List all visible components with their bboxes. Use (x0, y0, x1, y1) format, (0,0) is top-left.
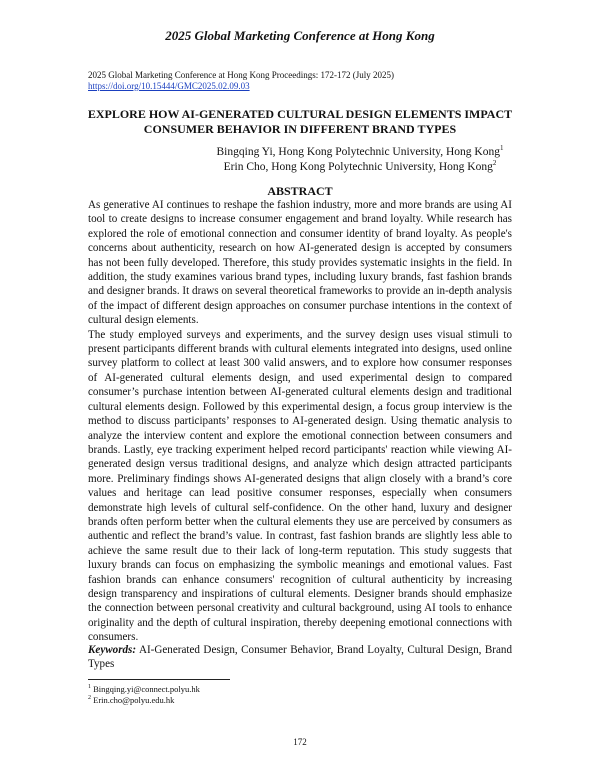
abstract-paragraph-2: The study employed surveys and experiments, and the survey design uses visual stimuli to present participants different brands with cultural elements integrated into designs, used online survey platform to collect at least 300 valid answers, and to explore how consumer responses of AI-generated cultural elements design, and used experimental design to compared consumer’s purchase intention between AI-generated cultural elements design and traditional cultural elements design. Followed by this experimental design, a focus group interview is the method to discuss participants’ responses to AI-generated design. Using thematic analysis to analyze the interview content and explore the emotional connection between consumers and brands. Lastly, eye tracking experiment helped record participants' reaction while viewing AI-generated design versus traditional designs, and analyze which design attracted participants more. Preliminary findings shows AI-generated designs that align closely with a brand’s core values and heritage can lead positive consumer responses, especially when consumers demonstrate high levels of cultural self-confidence. On the other hand, luxury and designer brands often perform better when the cultural elements they use are perceived by consumers as authentic and reflect the brand’s value. In contrast, fast fashion brands are slightly less able to achieve the same result due to their lack of long-term reputation. This study suggests that luxury brands can focus on emphasizing the symbolic meanings and emotional values. Fast fashion brands can enhance consumers' recognition of cultural authenticity by increasing design transparency and inspirations of cultural elements. Designer brands should emphasize the connection between personal creativity and cultural background, using AI tools to enhance originality and the depth of cultural inspiration, thereby deepening emotional connections with consumers. (88, 328, 512, 644)
doi-link[interactable]: https://doi.org/10.15444/GMC2025.02.09.03 (88, 81, 250, 91)
abstract-heading: ABSTRACT (267, 184, 333, 198)
title-line-1: EXPLORE HOW AI-GENERATED CULTURAL DESIGN ELEMENTS IMPACT (87, 107, 513, 121)
footnote-1: $^1$ Bingqing.yi@connect.polyu.hk (88, 684, 200, 694)
keywords (88, 643, 512, 672)
abstract-paragraph-1: As generative AI continues to reshape the fashion industry, more and more brands are using AI tool to create designs to increase consumer engagement and brand loyalty. While research has explored the role of emotional connection and consumer identity of brand loyalty. As people's concerns about authenticity, research on how AI-generated design is accepted by consumers has not been fully developed. Therefore, this study provides systematic insights in the field. In addition, the study examines various brand types, including luxury brands, fast fashion brands and designer brands. It draws on several theoretical frameworks to provide an in-depth analysis of the impact of different design approaches on consumer purchase intentions in the context of cultural design elements. (88, 199, 512, 327)
author-list (80, 145, 520, 175)
paper-title (80, 107, 520, 137)
title-line-2: CONSUMER BEHAVIOR IN DIFFERENT BRAND TYPES (143, 122, 457, 136)
abstract-body (88, 198, 512, 645)
proceedings-line: 2025 Global Marketing Conference at Hong Kong Proceedings: 172-172 (July 2025) (88, 70, 394, 80)
author-2-footnote-mark: 2 (492, 159, 497, 168)
footnote-2: $^2$ Erin.cho@polyu.edu.hk (88, 695, 175, 705)
footnote-divider (88, 679, 230, 680)
page-number: 172 (293, 737, 307, 747)
author-1-footnote-mark: 1 (499, 144, 504, 153)
keywords-text: AI-Generated Design, Consumer Behavior, Brand Loyalty, Cultural Design, Brand Types (88, 644, 512, 671)
footnotes (88, 684, 200, 706)
citation-block (88, 70, 394, 92)
author-2: Erin Cho, Hong Kong Polytechnic University, Hong Kong$^2$ (223, 159, 497, 173)
running-header: 2025 Global Marketing Conference at Hong Kong (165, 28, 435, 43)
keywords-label: Keywords: (88, 644, 137, 656)
author-1: Bingqing Yi, Hong Kong Polytechnic University, Hong Kong$^1$ (216, 144, 504, 158)
